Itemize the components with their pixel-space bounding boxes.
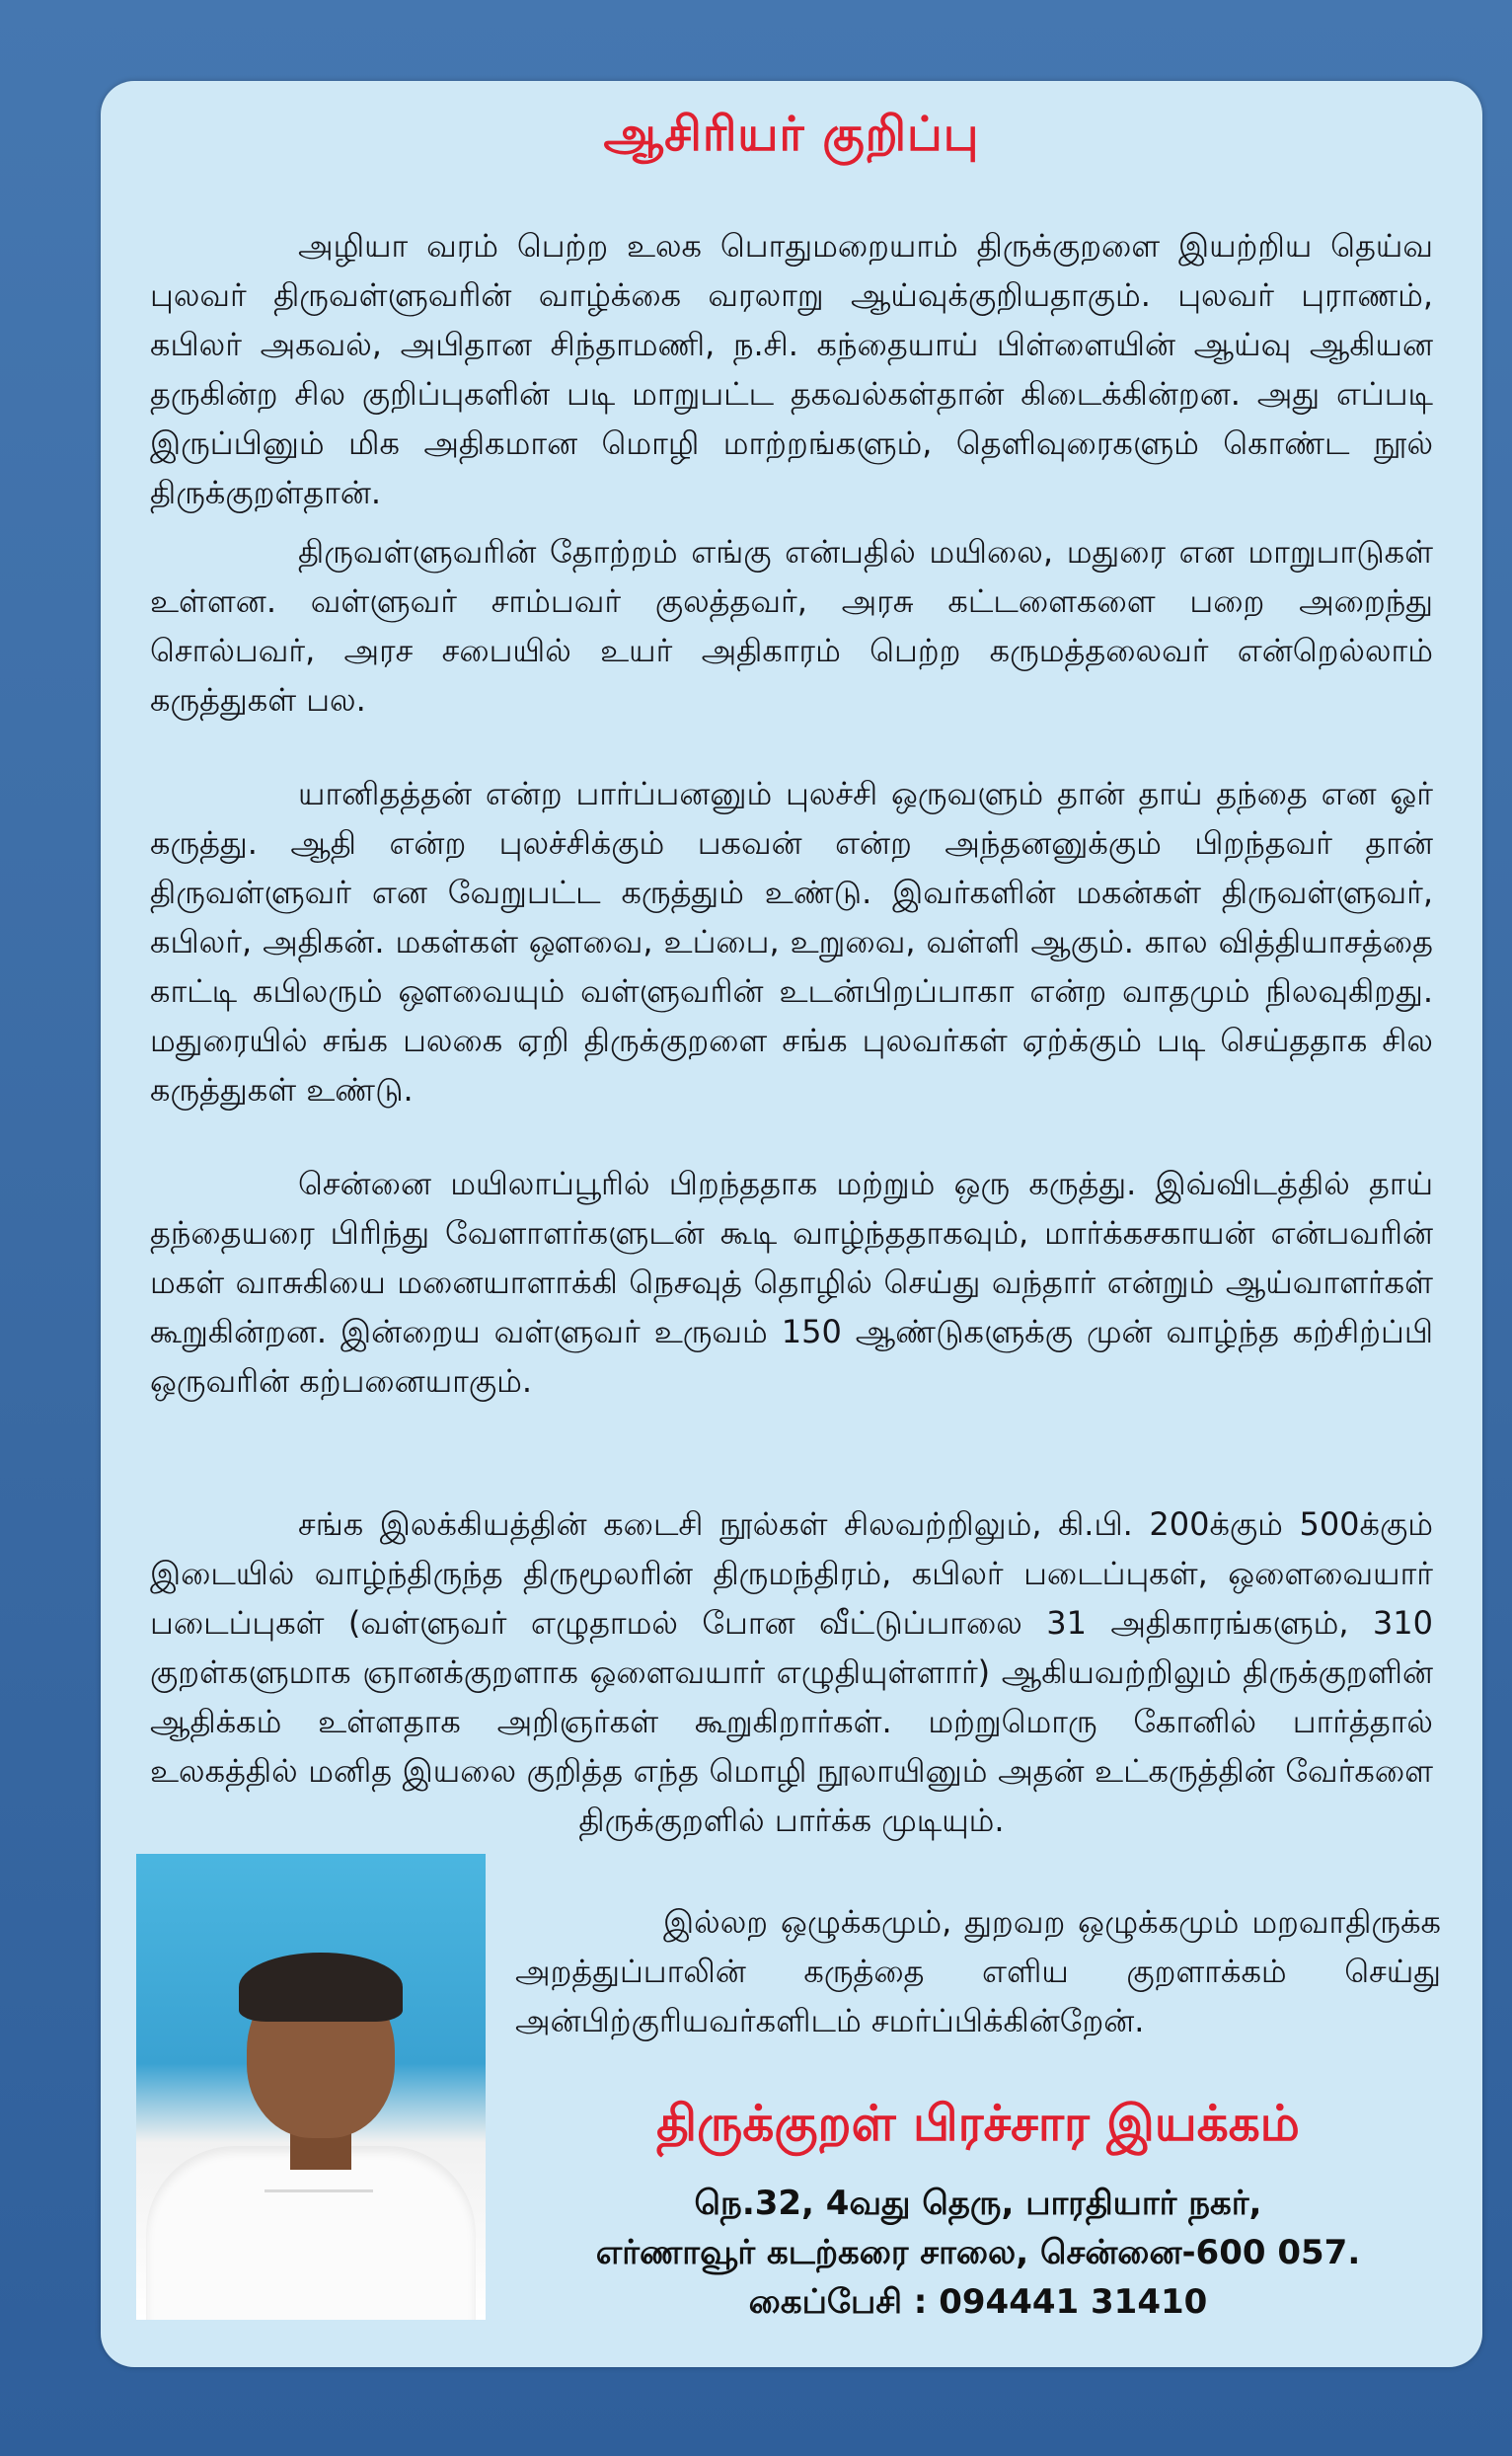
content-panel [101,81,1482,2367]
paragraph-birthplace: திருவள்ளுவரின் தோற்றம் எங்கு என்பதில் மயிலை, மதுரை என மாறுபாடுகள் உள்ளன. வள்ளுவர் சாம்பவர் குலத்தவர், அரசு கட்டளைகளை பறை அறைந்து சொல்பவர், அரச சபையில் உயர் அதிகாரம் பெற்ற கருமத்தலைவர் என்றெல்லாம் கருத்துகள் பல. [150,533,1433,719]
closing-dedication: இல்லற ஒழுக்கமும், துறவற ஒழுக்கமும் மறவாதிருக்க அறத்துப்பாலின் கருத்தை எளிய குறளாக்கம் செய்து அன்பிற்குரியவர்களிடம் சமர்ப்பிக்கின்றேன். [515,1903,1441,2039]
address-line-1: நெ.32, 4வது தெரு, பாரதியார் நகர், [694,2184,1262,2223]
section-title: ஆசிரியர் குறிப்பு [603,107,980,162]
phone-number: கைப்பேசி : 094441 31410 [748,2282,1208,2322]
paragraph-influence: சங்க இலக்கியத்தின் கடைசி நூல்கள் சிலவற்றிலும், கி.பி. 200க்கும் 500க்கும் இடையில் வாழ்ந்திருந்த திருமூலரின் திருமந்திரம், கபிலர் படைப்புகள், ஒளைவையார் படைப்புகள் (வள்ளுவர் எழுதாமல் போன வீட்டுப்பாலை 31 அதிகாரங்களும், 310 குறள்களுமாக ஞானக்குறளாக ஒளைவயார் எழுதியுள்ளார்) ஆகியவற்றிலும் திருக்குறளின் ஆதிக்கம் உள்ளதாக அறிஞர்கள் கூறுகிறார்கள். மற்றுமொரு கோனில் பார்த்தால் உலகத்தில் மனித இயலை குறித்த எந்த மொழி நூலாயினும் அதன் உட்கருத்தின் வேர்களை திருக்குறளில் பார்க்க முடியும். [150,1505,1434,1839]
address-line-2: எர்ணாவூர் கடற்கரை சாலை, சென்னை-600 057. [595,2233,1361,2272]
paragraph-origin-sources: அழியா வரம் பெற்ற உலக பொதுமறையாம் திருக்குறளை இயற்றிய தெய்வ புலவர் திருவள்ளுவரின் வாழ்க்கை வரலாறு ஆய்வுக்குறியதாகும். புலவர் புராணம், கபிலர் அகவல், அபிதான சிந்தாமணி, ந.சி. கந்தையாய் பிள்ளையின் ஆய்வு ஆகியன தருகின்ற சில குறிப்புகளின் படி மாறுபட்ட தகவல்கள்தான் கிடைக்கின்றன. அது எப்படி இருப்பினும் மிக அதிகமான மொழி மாற்றங்களும், தெளிவுரைகளும் கொண்ட நூல் திருக்குறள்தான். [150,227,1433,511]
author-photo [136,1854,486,2320]
organization-name: திருக்குறள் பிரச்சார இயக்கம் [656,2095,1300,2152]
paragraph-parentage: யானிதத்தன் என்ற பார்ப்பனனும் புலச்சி ஒருவளும் தான் தாய் தந்தை என ஓர் கருத்து. ஆதி என்ற புலச்சிக்கும் பகவன் என்ற அந்தனனுக்கும் பிறந்தவர் தான் திருவள்ளுவர் என வேறுபட்ட கருத்தும் உண்டு. இவர்களின் மகன்கள் திருவள்ளுவர், கபிலர், அதிகன். மகள்கள் ஔவை, உப்பை, உறுவை, வள்ளி ஆகும். கால வித்தியாசத்தை காட்டி கபிலரும் ஔவையும் வள்ளுவரின் உடன்பிறப்பாகா என்ற வாதமும் நிலவுகிறது. மதுரையில் சங்க பலகை ஏறி திருக்குறளை சங்க புலவர்கள் ஏற்க்கும் படி செய்ததாக சில கருத்துகள் உண்டு. [150,775,1434,1109]
paragraph-mylapore: சென்னை மயிலாப்பூரில் பிறந்ததாக மற்றும் ஒரு கருத்து. இவ்விடத்தில் தாய் தந்தையரை பிரிந்து வேளாளர்களுடன் கூடி வாழ்ந்ததாகவும், மார்க்கசகாயன் என்பவரின் மகள் வாசுகியை மனையாளாக்கி நெசவுத் தொழில் செய்து வந்தார் என்றும் ஆய்வாளர்கள் கூறுகின்றன. இன்றைய வள்ளுவர் உருவம் 150 ஆண்டுகளுக்கு முன் வாழ்ந்த கற்சிற்ப்பி ஒருவரின் கற்பனையாகும். [150,1165,1433,1400]
